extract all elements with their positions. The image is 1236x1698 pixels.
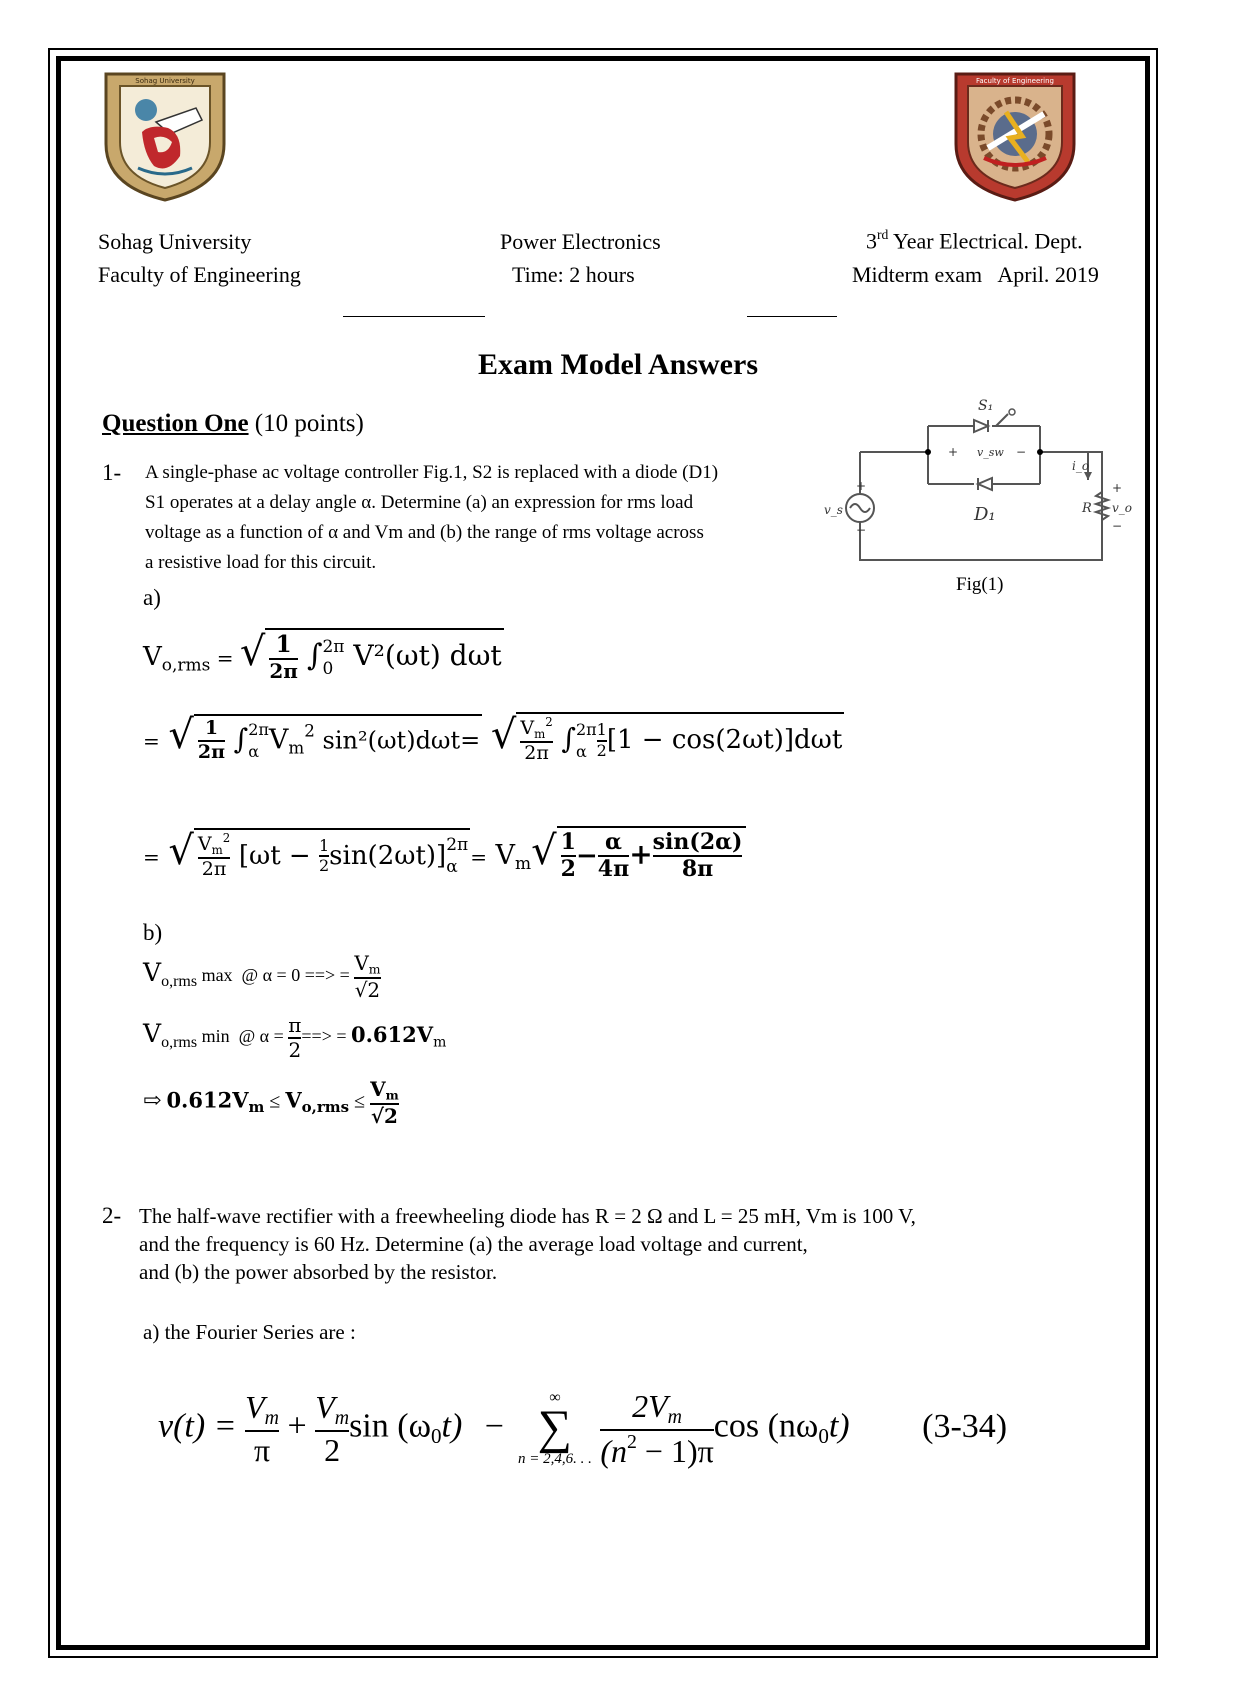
fs-den-rest: − 1)π xyxy=(636,1432,714,1469)
fs-frac-2-num xyxy=(315,1389,349,1430)
question-one-title: Question One xyxy=(102,410,249,437)
b-le-2: ≤ xyxy=(349,1090,371,1113)
eq-sqrt-2: √ xyxy=(168,712,194,759)
b-min-sub: o,rms xyxy=(161,1033,198,1051)
fs-frac-3 xyxy=(600,1388,713,1469)
b-max-label: max @ α = 0 ==> = xyxy=(201,965,355,986)
q2-line-1: The half-wave rectifier with a freewheeling diode has R = 2 Ω and L = 25 mH, Vm is 100 V, xyxy=(139,1204,916,1228)
eq-frac-4-sq: 2 xyxy=(222,830,231,845)
fs-cos-sub: 0 xyxy=(818,1423,829,1448)
b-min-mid: ==> = xyxy=(301,1026,351,1047)
q1-line-4: a resistive load for this circuit. xyxy=(145,552,377,573)
fig-plus-sw: + xyxy=(948,445,959,459)
eq-frac-1-den: 2π xyxy=(269,659,298,684)
eq-term-3-den: 8π xyxy=(653,855,743,882)
fs-den-sq: 2 xyxy=(627,1430,637,1453)
b-min-label: min @ α = xyxy=(201,1026,289,1047)
eq-res-vm: V xyxy=(495,839,516,871)
b-range-left-sub: m xyxy=(248,1098,265,1117)
q1-line-1: A single-phase ac voltage controller Fig.1, S2 is replaced with a diode (D1) xyxy=(145,462,719,483)
eq-sin-2: sin²(ωt)dωt= xyxy=(314,726,481,755)
circuit-figure xyxy=(820,398,1133,570)
eq-vm-2: V xyxy=(268,724,289,756)
question-one-points: (10 points) xyxy=(248,410,364,437)
part-a-label: a) xyxy=(143,585,161,610)
fs-frac-3-2vm: 2V xyxy=(632,1388,668,1424)
q2-line-3: and (b) the power absorbed by the resistor. xyxy=(139,1260,498,1284)
fig-label-s1: S₁ xyxy=(978,398,994,414)
b-min-frac-num: π xyxy=(288,1013,302,1037)
b-range-frac xyxy=(370,1078,399,1128)
eq-term-1-num: 1 xyxy=(560,829,576,855)
fs-cos: cos (nω xyxy=(713,1407,819,1445)
eq-bracket-4a: [ωt − xyxy=(238,840,319,871)
eq-bracket-3: [1 − cos(2ωt)]dωt xyxy=(606,725,843,756)
fs-frac-1-m: m xyxy=(264,1406,279,1429)
header-time: Time: 2 hours xyxy=(512,262,635,287)
figure-caption: Fig(1) xyxy=(956,574,1004,595)
eq-vorms: V xyxy=(143,642,162,673)
fs-frac-2 xyxy=(315,1389,349,1469)
faculty-engineering-logo xyxy=(948,68,1082,204)
eq-equals-1: = xyxy=(210,646,240,671)
eq-equals-4: = xyxy=(470,844,487,869)
b-min-val: 0.612V xyxy=(351,1022,434,1048)
b-max-frac xyxy=(354,952,380,1002)
header-exam: Midterm exam April. 2019 xyxy=(852,262,1099,287)
fs-sin-sub: 0 xyxy=(430,1423,442,1448)
header-faculty: Faculty of Engineering xyxy=(98,262,301,287)
fig-label-vs: v_s xyxy=(824,503,843,517)
fs-frac-2-den: 2 xyxy=(315,1430,349,1469)
eq-vm-2-sub: m xyxy=(288,737,305,758)
b-range-mid-sub: o,rms xyxy=(301,1098,350,1117)
b-line-range xyxy=(143,1078,399,1128)
fig-label-vsw: v_sw xyxy=(977,446,1004,459)
fs-minus: − xyxy=(484,1407,504,1445)
fs-frac-1-vm: V xyxy=(245,1388,265,1425)
eq-lower-1: 0 xyxy=(322,658,334,679)
q2-line-2: and the frequency is 60 Hz. Determine (a) the average load voltage and current, xyxy=(139,1232,808,1256)
eq-upper-1: 2π xyxy=(322,636,345,657)
b-le-1: ≤ xyxy=(264,1090,286,1113)
fig-label-vo: v_o xyxy=(1112,501,1133,515)
eq-frac-3-vm: V xyxy=(520,717,535,740)
eq-integral-2: ∫ xyxy=(233,722,249,756)
equation-line-1 xyxy=(143,628,504,683)
eq-upper-2: 2π xyxy=(248,719,269,739)
question-two-number: 2- xyxy=(102,1203,122,1228)
b-range-left: 0.612V xyxy=(166,1087,249,1113)
header-year-num: 3 xyxy=(866,228,877,254)
fs-sum-inf: ∞ xyxy=(549,1388,561,1406)
fs-frac-2-m: m xyxy=(334,1406,350,1429)
eq-frac-3-m: m xyxy=(534,726,546,741)
eq-upper-3: 2π xyxy=(575,719,597,739)
eq-minus-5: − xyxy=(575,840,598,871)
b-min-val-sub: m xyxy=(433,1034,447,1051)
fig-label-d1: D₁ xyxy=(974,504,996,525)
eq-radicand-1 xyxy=(265,628,503,683)
eq-frac-3-num xyxy=(520,716,552,741)
question-one-heading xyxy=(102,410,364,438)
eq-sqrt-5: √ xyxy=(531,827,557,874)
eq-radicand-5 xyxy=(557,826,747,883)
page-title: Exam Model Answers xyxy=(478,348,758,381)
eq-term-2 xyxy=(598,830,629,883)
eq-term-1-den: 2 xyxy=(560,856,576,883)
fs-sin-t: t) xyxy=(441,1407,463,1445)
eq-lower-4: α xyxy=(446,857,458,878)
fs-sum xyxy=(518,1390,592,1468)
b-max-frac-m: m xyxy=(368,961,381,977)
header-rule-left xyxy=(343,316,485,317)
q2-part-a: a) the Fourier Series are : xyxy=(143,1320,356,1344)
eq-bracket-4b: sin(2ωt)] xyxy=(329,840,447,871)
eq-limits-3 xyxy=(576,719,597,763)
eq-limits-2 xyxy=(248,719,269,763)
header-year xyxy=(866,227,1083,255)
b-min-frac xyxy=(288,1014,301,1062)
fig-minus-sw: − xyxy=(1016,445,1027,459)
eq-half-3 xyxy=(597,721,607,760)
eq-frac-1 xyxy=(269,632,298,683)
eq-radicand-3 xyxy=(516,712,844,765)
b-min-v: V xyxy=(143,1019,162,1049)
fs-cos-t: t) xyxy=(828,1407,850,1445)
b-max-v: V xyxy=(143,958,162,988)
header-rule-right xyxy=(747,316,837,317)
eq-limits-4 xyxy=(446,834,468,878)
eq-sqrt-1: √ xyxy=(239,629,266,676)
eq-half-4 xyxy=(319,837,329,876)
b-max-sub: o,rms xyxy=(161,972,198,990)
eq-half-4-num: 1 xyxy=(318,835,330,855)
eq-frac-4-vm: V xyxy=(197,832,212,855)
header-year-rest: Year Electrical. Dept. xyxy=(888,228,1083,254)
fs-frac-3-den xyxy=(600,1429,713,1470)
equation-line-2 xyxy=(143,712,844,765)
header-course: Power Electronics xyxy=(500,229,661,254)
fs-eq-number: (3-34) xyxy=(922,1407,1008,1445)
fs-frac-1 xyxy=(245,1389,279,1469)
fs-frac-2-vm: V xyxy=(315,1388,335,1425)
header-university: Sohag University xyxy=(98,229,252,254)
b-range-frac-num xyxy=(370,1078,399,1103)
eq-res-m: m xyxy=(515,853,532,874)
eq-equals-2: = xyxy=(143,729,160,754)
equation-line-3 xyxy=(143,826,746,883)
eq-body-1: V²(ωt) dωt xyxy=(353,639,502,673)
question-one-text xyxy=(145,458,845,578)
eq-lower-3: α xyxy=(575,741,587,761)
fs-lhs: v(t) = xyxy=(158,1407,246,1445)
b-max-frac-num xyxy=(354,952,380,977)
eq-integral-1: ∫ xyxy=(306,638,323,674)
part-b-label: b) xyxy=(143,920,163,945)
eq-plus-5: + xyxy=(629,837,653,871)
eq-half-3-num: 1 xyxy=(596,720,607,740)
eq-radicand-4 xyxy=(194,828,470,881)
fig-label-r: R xyxy=(1082,501,1092,516)
eq-upper-4: 2π xyxy=(446,835,469,856)
eq-term-1 xyxy=(561,830,576,883)
eq-frac-2-den: 2π xyxy=(197,740,225,763)
question-two-text xyxy=(139,1202,1119,1286)
eq-term-2-num: α xyxy=(605,829,622,855)
eq-term-3 xyxy=(653,830,743,883)
eq-sqrt-4: √ xyxy=(168,827,194,874)
eq-frac-3 xyxy=(520,716,552,765)
fig-label-io: i_o xyxy=(1072,459,1090,473)
right-logo-text: Faculty of Engineering xyxy=(976,77,1054,85)
eq-vm-2-sq: 2 xyxy=(304,720,315,741)
eq-lower-2: α xyxy=(248,741,259,761)
eq-frac-3-sq: 2 xyxy=(545,715,553,729)
eq-frac-3-den: 2π xyxy=(520,741,552,765)
eq-frac-4-num xyxy=(198,832,230,857)
b-max-frac-vm: V xyxy=(354,951,369,975)
fig-minus-source: − xyxy=(856,523,867,537)
fig-plus-load: + xyxy=(1112,481,1123,495)
eq-term-2-den: 4π xyxy=(597,856,630,883)
fig-minus-load: − xyxy=(1112,519,1123,533)
eq-frac-1-num: 1 xyxy=(275,631,292,658)
fs-den-n: (n xyxy=(600,1432,627,1469)
question-one-number: 1- xyxy=(102,460,122,485)
eq-frac-2-num: 1 xyxy=(204,716,219,739)
eq-term-3-num: sin(2α) xyxy=(652,829,743,855)
fs-sum-range: n = 2,4,6. . . xyxy=(517,1450,592,1467)
b-range-frac-m: m xyxy=(385,1087,399,1103)
fs-frac-3-num xyxy=(600,1388,713,1429)
b-arrow: ⇨ xyxy=(143,1087,162,1113)
left-logo-text: Sohag University xyxy=(135,77,195,85)
fourier-equation: v(t) = $\frac{V_m}{\pi}$ + $\frac{V_m}{2}$ $\sin (\omega_0t)$ − ∞ ∑ n = 2,4,6. . . $\frac{2V_m}{(n^2 - 1)\pi}$ $\cos (n\omega_0t)$ (3-34) xyxy=(158,1388,1008,1469)
eq-frac-4 xyxy=(198,832,230,881)
eq-half-3-den: 2 xyxy=(596,740,607,760)
b-line-min xyxy=(143,1014,446,1062)
sohag-university-logo xyxy=(98,68,232,204)
fs-frac-3-m: m xyxy=(667,1405,682,1428)
b-range-mid: V xyxy=(285,1087,302,1113)
q1-line-2: S1 operates at a delay angle α. Determine (a) an expression for rms load xyxy=(145,492,694,513)
b-line-max xyxy=(143,952,381,1002)
fs-frac-1-num xyxy=(245,1389,279,1430)
b-max-frac-den: √2 xyxy=(354,977,381,1002)
fs-frac-1-den: π xyxy=(245,1430,279,1469)
eq-equals-3: = xyxy=(143,844,160,869)
q1-line-3: voltage as a function of α and Vm and (b) the range of rms voltage across xyxy=(145,522,704,543)
eq-integral-3: ∫ xyxy=(561,722,576,756)
eq-frac-2 xyxy=(198,718,225,764)
b-min-frac-den: 2 xyxy=(288,1038,302,1062)
eq-sqrt-3: √ xyxy=(490,712,517,759)
fs-sum-sigma: ∑ xyxy=(537,1400,573,1454)
eq-radicand-2 xyxy=(194,714,482,764)
eq-limits-1 xyxy=(322,636,344,680)
eq-frac-4-den: 2π xyxy=(198,857,230,881)
eq-vorms-sub: o,rms xyxy=(161,655,211,676)
b-range-frac-vm: V xyxy=(370,1077,386,1101)
b-range-frac-den: √2 xyxy=(370,1103,398,1128)
header-year-sup: rd xyxy=(877,227,889,242)
fs-sin: sin (ω xyxy=(349,1407,431,1445)
eq-frac-4-m: m xyxy=(211,842,223,857)
eq-half-4-den: 2 xyxy=(318,856,330,876)
fig-plus-source: + xyxy=(856,479,867,493)
